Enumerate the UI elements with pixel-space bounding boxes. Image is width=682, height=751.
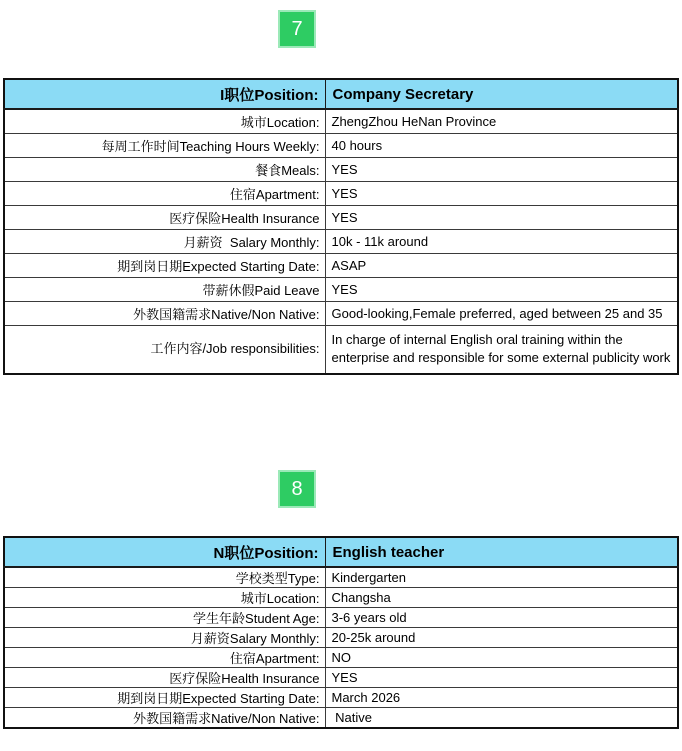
table-row (4, 628, 678, 648)
section-number-badge-7: 7 (278, 10, 316, 48)
field-label: 城市Location: (4, 109, 325, 133)
table-row (4, 668, 678, 688)
field-value: YES (325, 157, 678, 181)
field-label: 医疗保险Health Insurance (4, 205, 325, 229)
field-value: Kindergarten (325, 567, 678, 588)
field-value: March 2026 (325, 688, 678, 708)
field-value: In charge of internal English oral training within the enterprise and responsible for some external publicity work (325, 325, 678, 374)
field-label: 餐食Meals: (4, 157, 325, 181)
table-row (4, 608, 678, 628)
table-row (4, 181, 678, 205)
position-header-label: N职位Position: (4, 537, 325, 567)
table-row (4, 133, 678, 157)
field-label: 医疗保险Health Insurance (4, 668, 325, 688)
field-value: YES (325, 205, 678, 229)
field-value: 40 hours (325, 133, 678, 157)
field-label: 期到岗日期Expected Starting Date: (4, 253, 325, 277)
field-value: NO (325, 648, 678, 668)
field-label: 学生年龄Student Age: (4, 608, 325, 628)
table-row (4, 567, 678, 588)
table-row (4, 588, 678, 608)
field-label: 月薪资Salary Monthly: (4, 628, 325, 648)
field-value: 3-6 years old (325, 608, 678, 628)
field-value: Good-looking,Female preferred, aged between 25 and 35 (325, 301, 678, 325)
table-row (4, 325, 678, 374)
field-value: YES (325, 668, 678, 688)
field-value: Changsha (325, 588, 678, 608)
table-row (4, 109, 678, 133)
position-header-label: I职位Position: (4, 79, 325, 109)
field-value: 10k - 11k around (325, 229, 678, 253)
field-label: 住宿Apartment: (4, 648, 325, 668)
field-value: ZhengZhou HeNan Province (325, 109, 678, 133)
table-row (4, 708, 678, 729)
field-label: 月薪资 Salary Monthly: (4, 229, 325, 253)
table-header-row (4, 79, 678, 109)
job-listing-table-8 (3, 536, 679, 729)
field-value: YES (325, 277, 678, 301)
table-row (4, 648, 678, 668)
field-label: 每周工作时间Teaching Hours Weekly: (4, 133, 325, 157)
section-number-badge-8: 8 (278, 470, 316, 508)
field-label: 带薪休假Paid Leave (4, 277, 325, 301)
field-label: 城市Location: (4, 588, 325, 608)
field-label: 学校类型Type: (4, 567, 325, 588)
position-header-value: Company Secretary (325, 79, 678, 109)
table-row (4, 688, 678, 708)
field-value: 20-25k around (325, 628, 678, 648)
table-row (4, 205, 678, 229)
field-label: 外教国籍需求Native/Non Native: (4, 301, 325, 325)
table-row (4, 253, 678, 277)
field-label: 外教国籍需求Native/Non Native: (4, 708, 325, 729)
field-label: 期到岗日期Expected Starting Date: (4, 688, 325, 708)
position-header-value: English teacher (325, 537, 678, 567)
field-value: YES (325, 181, 678, 205)
table-row (4, 157, 678, 181)
job-listing-table-7 (3, 78, 679, 375)
table-header-row (4, 537, 678, 567)
field-label: 工作内容/Job responsibilities: (4, 325, 325, 374)
table-row (4, 301, 678, 325)
field-label: 住宿Apartment: (4, 181, 325, 205)
table-row (4, 277, 678, 301)
table-row (4, 229, 678, 253)
field-value: ASAP (325, 253, 678, 277)
field-value: Native (325, 708, 678, 729)
